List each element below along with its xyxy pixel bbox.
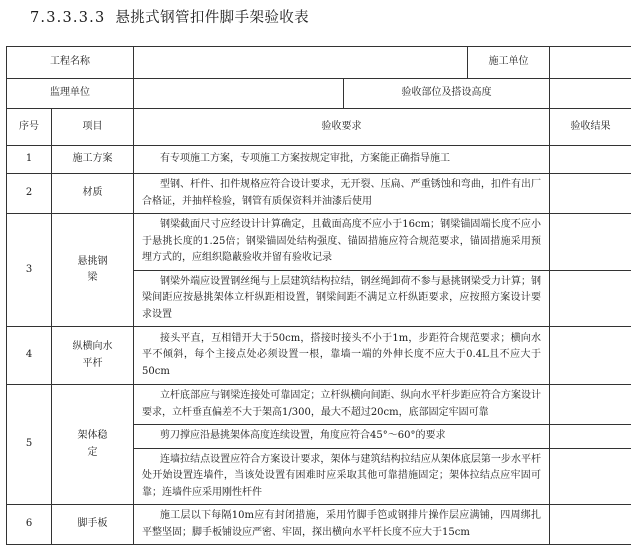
col-header-result: 验收结果 xyxy=(550,109,631,146)
result-cell[interactable] xyxy=(550,425,631,449)
result-cell[interactable] xyxy=(550,505,631,545)
result-cell[interactable] xyxy=(550,385,631,425)
row-no: 5 xyxy=(7,385,52,505)
requirement-text: 接头平直，互相错开大于50cm，搭接时接头不小于1m，步距符合规范要求；横向水平不倾斜，每个主接点处必须设置一根，靠墙一端的外伸长度不应大于0.4L且不应大于50cm xyxy=(134,327,550,385)
requirement-text: 立杆底部应与钢梁连接处可靠固定；立杆纵横向间距、纵向水平杆步距应符合方案设计要求，立杆垂直偏差不大于架高1/300，最大不超过20cm，底部固定牢固可靠 xyxy=(134,385,550,425)
requirement-text: 施工层以下每隔10m应有封闭措施，采用竹脚手笆或钢排片操作层应满铺，四周绑扎平整坚固；脚手板铺设应严密、牢固，探出横向水平杆长度不应大于15cm xyxy=(134,505,550,545)
result-cell[interactable] xyxy=(550,174,631,214)
row-no: 1 xyxy=(7,146,52,174)
col-header-requirement: 验收要求 xyxy=(134,109,550,146)
row-item: 纵横向水平杆 xyxy=(52,327,134,385)
position-height-value[interactable] xyxy=(550,79,631,109)
project-name-value[interactable] xyxy=(134,47,468,79)
column-header-row xyxy=(7,109,631,146)
contractor-value[interactable] xyxy=(550,47,631,79)
supervisor-value[interactable] xyxy=(134,79,344,109)
requirement-text: 型钢、杆件、扣件规格应符合设计要求，无开裂、压扁、严重锈蚀和弯曲，扣件有出厂合格证，并抽样检验，钢管有质保资料并油漆后使用 xyxy=(134,174,550,214)
result-cell[interactable] xyxy=(550,270,631,327)
row-item: 施工方案 xyxy=(52,146,134,174)
requirement-text: 钢梁截面尺寸应经设计计算确定，且截面高度不应小于16cm；钢梁锚固端长度不应小于悬挑长度的1.25倍；钢梁锚固处结构强度、锚固措施应符合规范要求，锚固措施采用预埋方式的，应组织隐蔽验收并留有验收记录 xyxy=(134,214,550,271)
table-row xyxy=(7,327,631,385)
row-no: 2 xyxy=(7,174,52,214)
section-number: 7.3.3.3.3 xyxy=(30,10,105,26)
row-item: 材质 xyxy=(52,174,134,214)
result-cell[interactable] xyxy=(550,448,631,505)
row-item: 悬挑钢梁 xyxy=(52,214,134,327)
table-row xyxy=(7,505,631,545)
table-row xyxy=(7,385,631,425)
supervisor-label: 监理单位 xyxy=(7,79,134,109)
table-row xyxy=(7,146,631,174)
requirement-text: 连墙拉结点设置应符合方案设计要求，架体与建筑结构拉结应从架体底层第一步水平杆处开始设置连墙件，当该处设置有困难时应采取其他可靠措施固定；架体拉结点应牢固可靠；连墙件应采用刚性杆件 xyxy=(134,448,550,505)
row-no: 4 xyxy=(7,327,52,385)
position-height-label: 验收部位及搭设高度 xyxy=(344,79,550,109)
acceptance-table xyxy=(6,46,631,545)
table-row xyxy=(7,214,631,271)
row-item: 脚手板 xyxy=(52,505,134,545)
result-cell[interactable] xyxy=(550,146,631,174)
row-no: 3 xyxy=(7,214,52,327)
info-row-supervisor xyxy=(7,79,631,109)
contractor-label: 施工单位 xyxy=(468,47,550,79)
result-cell[interactable] xyxy=(550,327,631,385)
result-cell[interactable] xyxy=(550,214,631,271)
section-heading xyxy=(30,6,620,30)
col-header-item: 项目 xyxy=(52,109,134,146)
project-name-label: 工程名称 xyxy=(7,47,134,79)
info-row-project xyxy=(7,47,631,79)
row-item: 架体稳定 xyxy=(52,385,134,505)
table-row xyxy=(7,174,631,214)
section-title: 悬挑式钢管扣件脚手架验收表 xyxy=(115,10,309,26)
requirement-text: 剪刀撑应沿悬挑架体高度连续设置，角度应符合45°～60°的要求 xyxy=(134,425,550,449)
col-header-no: 序号 xyxy=(7,109,52,146)
row-no: 6 xyxy=(7,505,52,545)
requirement-text: 钢梁外端应设置钢丝绳与上层建筑结构拉结，钢丝绳卸荷不参与悬挑钢梁受力计算；钢梁间距应按悬挑架体立杆纵距相设置，钢梁间距不满足立杆纵距要求，应按照方案设计要求设置 xyxy=(134,270,550,327)
requirement-text: 有专项施工方案，专项施工方案按规定审批，方案能正确指导施工 xyxy=(134,146,550,174)
